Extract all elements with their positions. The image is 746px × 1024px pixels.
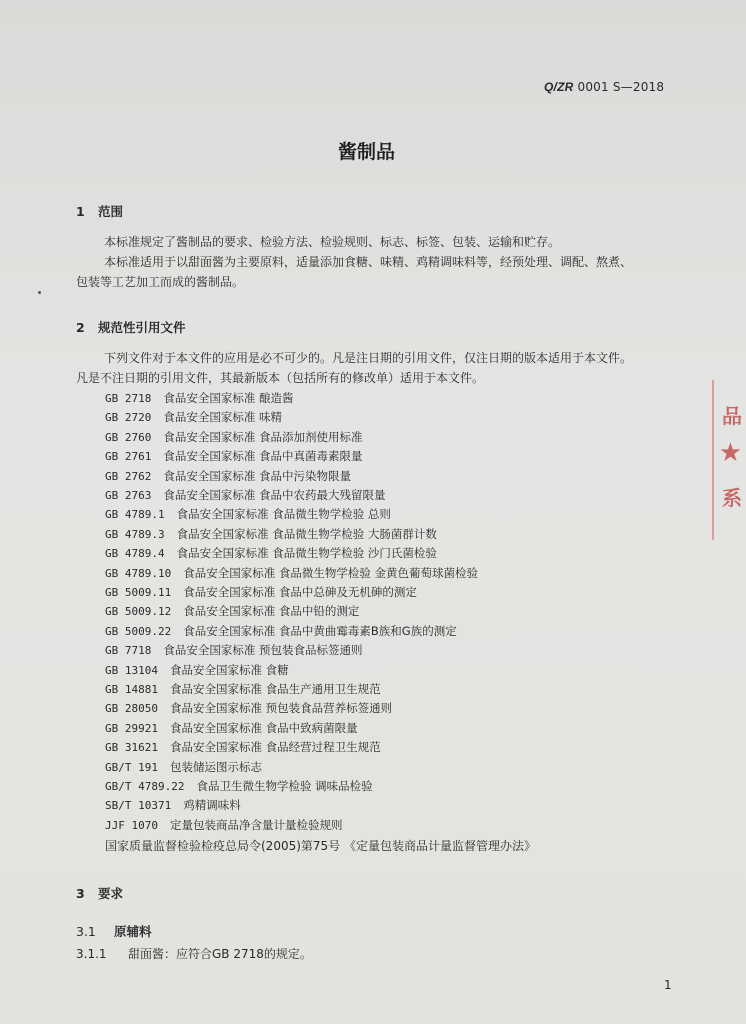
reference-item xyxy=(105,700,392,716)
reference-code: GB 5009.12 xyxy=(105,605,172,619)
stamp-char-2: 系 xyxy=(722,486,742,510)
section-2-intro-2: 凡是不注日期的引用文件，其最新版本（包括所有的修改单）适用于本文件。 xyxy=(76,371,485,385)
reference-item xyxy=(105,681,381,697)
reference-item xyxy=(105,545,437,561)
reference-code: GB 29921 xyxy=(105,721,158,735)
reference-code: GB 4789.1 xyxy=(105,508,165,522)
red-seal-stamp xyxy=(712,380,746,540)
reference-item xyxy=(105,662,289,678)
reference-item xyxy=(105,720,358,736)
reference-item xyxy=(105,642,363,658)
reference-item xyxy=(105,817,342,833)
reference-code: GB 7718 xyxy=(105,644,152,658)
reference-title: 食品安全国家标准 食品微生物学检验 金黄色葡萄球菌检验 xyxy=(183,565,479,580)
reference-title: 食品安全国家标准 食品微生物学检验 沙门氏菌检验 xyxy=(176,546,437,561)
reference-code: JJF 1070 xyxy=(105,818,158,832)
section-1-heading: 1 范围 xyxy=(76,204,124,219)
reference-title: 食品安全国家标准 预包装食品标签通则 xyxy=(163,643,363,658)
reference-code: GB 5009.11 xyxy=(105,586,172,599)
page-number: 1 xyxy=(664,978,672,992)
stamp-star-icon: ★ xyxy=(718,438,742,468)
reference-code: GB 2761 xyxy=(105,450,152,464)
reference-title: 包装储运图示标志 xyxy=(169,759,262,774)
reference-item xyxy=(105,526,437,542)
reference-item xyxy=(105,739,381,755)
reference-code: GB/T 191 xyxy=(105,760,158,774)
decree-reference: 国家质量监督检验检疫总局令(2005)第75号 《定量包装商品计量监督管理办法》 xyxy=(105,839,536,853)
reference-item xyxy=(105,409,282,425)
reference-code: GB 2763 xyxy=(105,489,152,502)
reference-title: 食品安全国家标准 食品中铅的测定 xyxy=(183,604,360,619)
reference-title: 食品安全国家标准 食品中真菌毒素限量 xyxy=(163,449,363,464)
section-2-heading: 2 规范性引用文件 xyxy=(76,320,186,335)
reference-code: GB/T 4789.22 xyxy=(105,780,185,793)
reference-code: GB 14881 xyxy=(105,683,158,696)
reference-item xyxy=(105,603,359,619)
reference-title: 食品安全国家标准 食品中农药最大残留限量 xyxy=(163,488,386,502)
reference-code: GB 4789.3 xyxy=(105,527,165,541)
reference-item xyxy=(105,429,363,445)
reference-item xyxy=(105,448,363,464)
section-3-heading: 3 要求 xyxy=(76,886,124,901)
section-1-para-2: 本标准适用于以甜面酱为主要原料，适量添加食糖、味精、鸡精调味料等，经预处理、调配、熬煮、 xyxy=(104,255,633,269)
reference-title: 食品安全国家标准 食品微生物学检验 总则 xyxy=(176,507,391,522)
reference-code: GB 4789.4 xyxy=(105,547,165,561)
reference-title: 鸡精调味料 xyxy=(183,798,241,813)
reference-title: 食品安全国家标准 食品中黄曲霉毒素B族和G族的测定 xyxy=(183,623,457,638)
reference-code: GB 2762 xyxy=(105,469,152,483)
reference-title: 食品安全国家标准 酿造酱 xyxy=(163,391,294,405)
section-2-intro-1: 下列文件对于本文件的应用是必不可少的。凡是注日期的引用文件，仅注日期的版本适用于本文件。 xyxy=(104,351,633,365)
reference-title: 食品安全国家标准 食糖 xyxy=(169,662,289,677)
speck-mark xyxy=(38,291,41,294)
reference-code: GB 5009.22 xyxy=(105,624,172,638)
standard-code: Q/ZR 0001 S—2018 xyxy=(544,80,665,94)
section-3-1-heading: 3.1 原辅料 xyxy=(76,924,152,939)
stamp-char-1: 品 xyxy=(722,404,742,428)
reference-title: 食品安全国家标准 食品中总砷及无机砷的测定 xyxy=(183,585,417,599)
reference-title: 食品安全国家标准 食品中污染物限量 xyxy=(163,468,352,483)
reference-code: GB 2760 xyxy=(105,430,152,444)
reference-title: 食品安全国家标准 食品添加剂使用标准 xyxy=(163,429,363,444)
reference-item xyxy=(105,759,262,775)
reference-item xyxy=(105,468,351,484)
reference-item xyxy=(105,778,373,794)
reference-item xyxy=(105,623,457,639)
reference-title: 食品安全国家标准 食品经营过程卫生规范 xyxy=(169,740,381,755)
reference-title: 食品安全国家标准 预包装食品营养标签通则 xyxy=(169,701,393,716)
reference-code: GB 2720 xyxy=(105,411,152,425)
reference-title: 定量包装商品净含量计量检验规则 xyxy=(169,817,343,832)
reference-title: 食品安全国家标准 味精 xyxy=(163,410,283,425)
reference-item xyxy=(105,390,294,406)
reference-code: GB 13104 xyxy=(105,663,158,677)
document-title: 酱制品 xyxy=(338,141,396,163)
reference-title: 食品安全国家标准 食品微生物学检验 大肠菌群计数 xyxy=(176,526,437,541)
reference-title: 食品安全国家标准 食品生产通用卫生规范 xyxy=(169,682,381,696)
reference-code: GB 4789.10 xyxy=(105,566,172,580)
reference-item xyxy=(105,565,478,581)
section-1-para-1: 本标准规定了酱制品的要求、检验方法、检验规则、标志、标签、包装、运输和贮存。 xyxy=(104,235,561,249)
reference-item xyxy=(105,797,241,813)
reference-code: GB 31621 xyxy=(105,741,158,755)
reference-item xyxy=(105,584,417,600)
reference-title: 食品安全国家标准 食品中致病菌限量 xyxy=(169,720,358,735)
reference-item xyxy=(105,506,391,522)
reference-code: SB/T 10371 xyxy=(105,799,172,813)
reference-item xyxy=(105,487,386,503)
reference-title: 食品卫生微生物学检验 调味品检验 xyxy=(196,779,373,793)
section-3-1-1-item: 3.1.1 甜面酱：应符合GB 2718的规定。 xyxy=(76,947,312,961)
reference-code: GB 28050 xyxy=(105,702,158,716)
reference-code: GB 2718 xyxy=(105,392,152,405)
section-1-para-3: 包装等工艺加工而成的酱制品。 xyxy=(76,275,245,289)
